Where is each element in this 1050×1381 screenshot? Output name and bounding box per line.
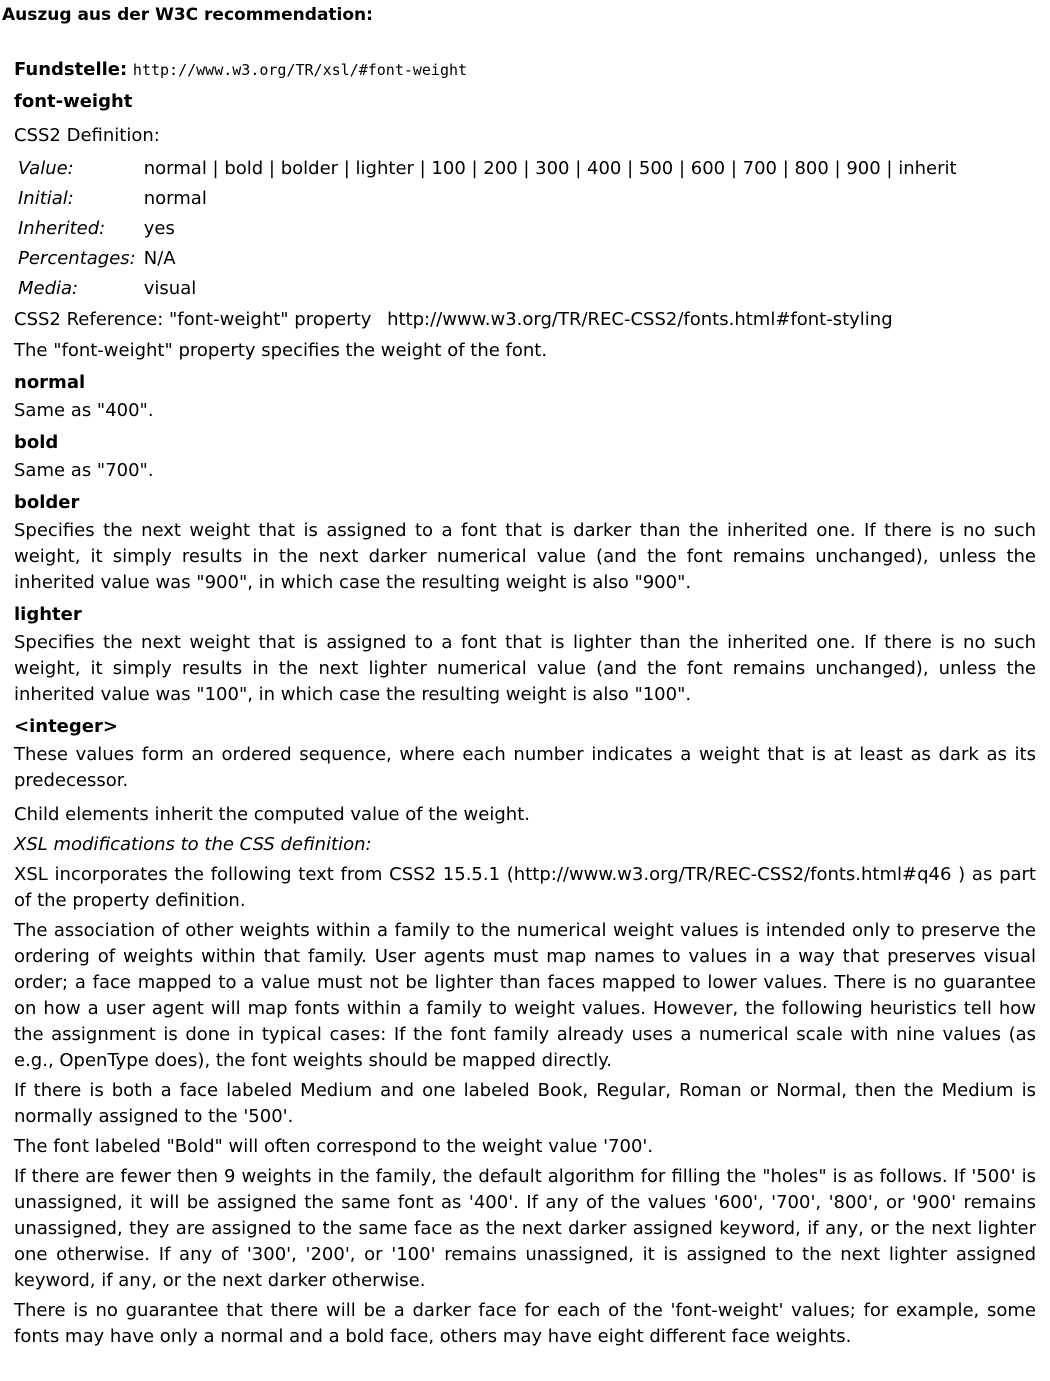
definition-value: N/A <box>143 248 176 269</box>
paragraph: If there are fewer then 9 weights in the family, the default algorithm for filling the "holes" is as follows. If '500' is unassigned, it will be assigned the same font as '400'. If any of the values '600', '700', '800', or '900' remains unassigned, they are assigned to the same face as the next darker assigned keyword, if any, or the next lighter one otherwise. If any of '300', '200', or '100' remains unassigned, it is assigned to the next lighter assigned keyword, if any, or the next darker otherwise. <box>14 1166 1036 1291</box>
definition-row-media <box>16 274 963 304</box>
definition-value: visual <box>143 278 197 299</box>
child-inherit-text: Child elements inherit the computed value of the weight. <box>14 804 530 825</box>
definition-value: normal | bold | bolder | lighter | 100 | 200 | 300 | 400 | 500 | 600 | 700 | 800 | 900 | inherit <box>143 158 957 179</box>
document-body <box>14 56 1036 1350</box>
term-description: Specifies the next weight that is assigned to a font that is lighter than the inherited one. If there is no such weight, it simply results in the next lighter numerical value (and the font remains unchanged), unless the inherited value was "100", in which case the resulting weight is also "100". <box>14 632 1036 705</box>
definition-key: Value: <box>18 158 74 179</box>
term-bold: bold <box>14 432 59 453</box>
definition-key: Inherited: <box>18 218 106 239</box>
css2-reference <box>14 306 1036 334</box>
paragraph: The font labeled "Bold" will often correspond to the weight value '700'. <box>14 1136 654 1157</box>
definition-row-inherited <box>16 214 963 244</box>
reference-url: http://www.w3.org/TR/REC-CSS2/fonts.html#font-styling <box>387 309 893 330</box>
property-name: font-weight <box>14 91 133 112</box>
term-lighter: lighter <box>14 604 82 625</box>
definition-key: Percentages: <box>18 248 136 269</box>
source-label: Fundstelle: <box>14 59 128 80</box>
page-heading: Auszug aus der W3C recommendation: <box>2 5 373 25</box>
intro-text: The "font-weight" property specifies the weight of the font. <box>14 340 548 361</box>
definition-table <box>16 154 963 304</box>
term-description: Same as "700". <box>14 460 154 481</box>
term-bolder: bolder <box>14 492 80 513</box>
paragraph: There is no guarantee that there will be a darker face for each of the 'font-weight' values; for example, some fonts may have only a normal and a bold face, others may have eight different face weights. <box>14 1300 1036 1347</box>
paragraph: If there is both a face labeled Medium and one labeled Book, Regular, Roman or Normal, then the Medium is normally assigned to the '500'. <box>14 1080 1036 1127</box>
source-url: http://www.w3.org/TR/xsl/#font-weight <box>132 61 468 79</box>
term-description: Specifies the next weight that is assigned to a font that is darker than the inherited one. If there is no such weight, it simply results in the next darker numerical value (and the font remains unchanged), unless the inherited value was "900", in which case the resulting weight is also "900". <box>14 520 1036 593</box>
reference-label: CSS2 Reference: "font-weight" property <box>14 309 372 330</box>
source-line <box>14 56 1036 84</box>
definition-value: yes <box>143 218 175 239</box>
definition-key: Initial: <box>18 188 74 209</box>
term-description: Same as "400". <box>14 400 154 421</box>
definition-row-percentages <box>16 244 963 274</box>
css2-definition-label: CSS2 Definition: <box>14 125 160 146</box>
paragraph: The association of other weights within a family to the numerical weight values is intended only to preserve the ordering of weights within that family. User agents must map names to values in a way that preserves visual order; a face mapped to a value must not be lighter than faces mapped to lower values. There is no guarantee on how a user agent will map fonts within a family to weight values. However, the following heuristics tell how the assignment is done in typical cases: If the font family already uses a numerical scale with nine values (as e.g., OpenType does), the font weights should be mapped directly. <box>14 920 1036 1071</box>
xsl-modifications-label: XSL modifications to the CSS definition: <box>14 834 372 855</box>
term-normal: normal <box>14 372 86 393</box>
paragraph: XSL incorporates the following text from CSS2 15.5.1 (http://www.w3.org/TR/REC-CSS2/fonts.html#q46 ) as part of the property definition. <box>14 864 1036 911</box>
definition-row-value <box>16 154 963 184</box>
definition-value: normal <box>143 188 207 209</box>
definition-row-initial <box>16 184 963 214</box>
definition-key: Media: <box>18 278 79 299</box>
term-integer: <integer> <box>14 716 118 737</box>
term-description: These values form an ordered sequence, where each number indicates a weight that is at least as dark as its predecessor. <box>14 744 1036 791</box>
